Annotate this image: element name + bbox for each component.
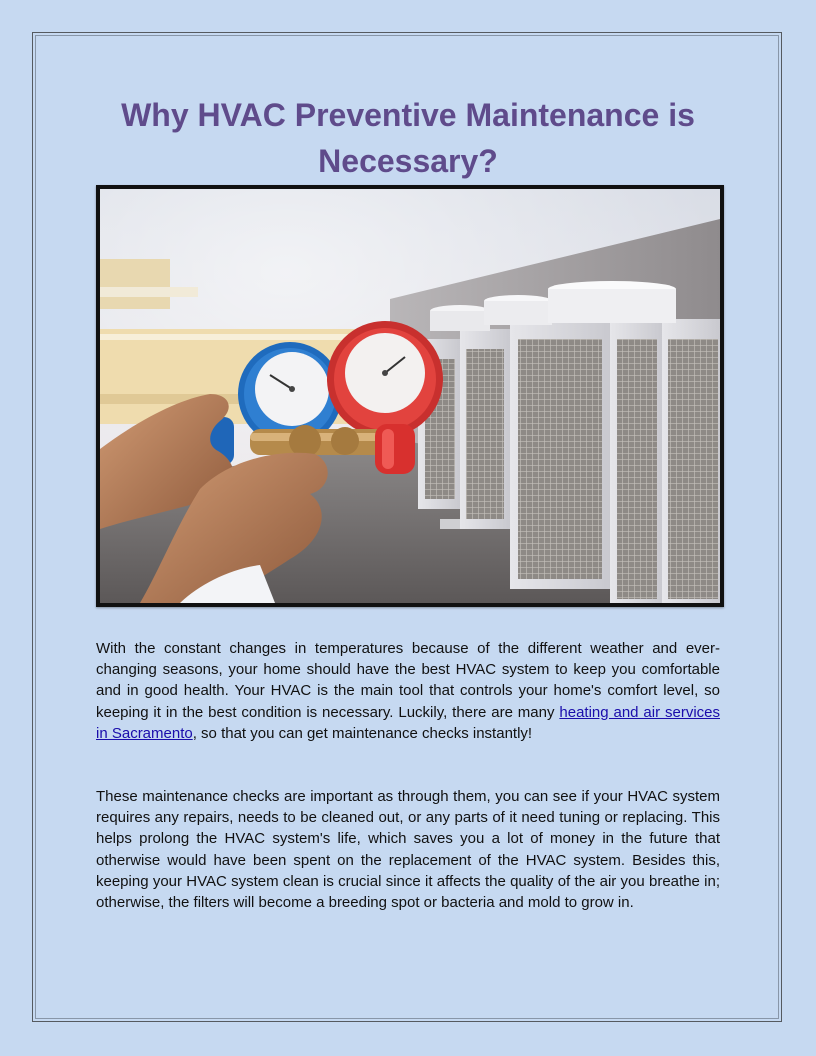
hvac-photo: [96, 185, 724, 607]
document-title: Why HVAC Preventive Maintenance is Necessary?: [121, 97, 695, 179]
hvac-gauges-image: [100, 189, 720, 603]
intro-text-after-link: , so that you can get maintenance checks instantly!: [192, 724, 533, 742]
heating-air-services-link[interactable]: heating and air services in Sacramento: [96, 703, 720, 742]
maintenance-paragraph: These maintenance checks are important as through them, you can see if your HVAC system requires any repairs, needs to be cleaned out, or any parts of it need tuning or replacing. This helps prolong the HVAC system's life, which saves you a lot of money in the future that otherwise would have been spent on the replacement of the HVAC system. Besides this, keeping your HVAC system clean is crucial since it affects the quality of the air you breathe in; otherwise, the filters will become a breeding spot or bacteria and mold to grow in.: [96, 788, 720, 912]
intro-text-before-link: With the constant changes in temperatures because of the different weather and ever-changing seasons, your home should have the best HVAC system to keep you comfortable and in good health. Your HVAC is the main tool that controls your home's comfort level, so keeping it in the best condition is necessary. Luckily, there are many: [96, 640, 720, 721]
intro-paragraph: [96, 638, 720, 744]
